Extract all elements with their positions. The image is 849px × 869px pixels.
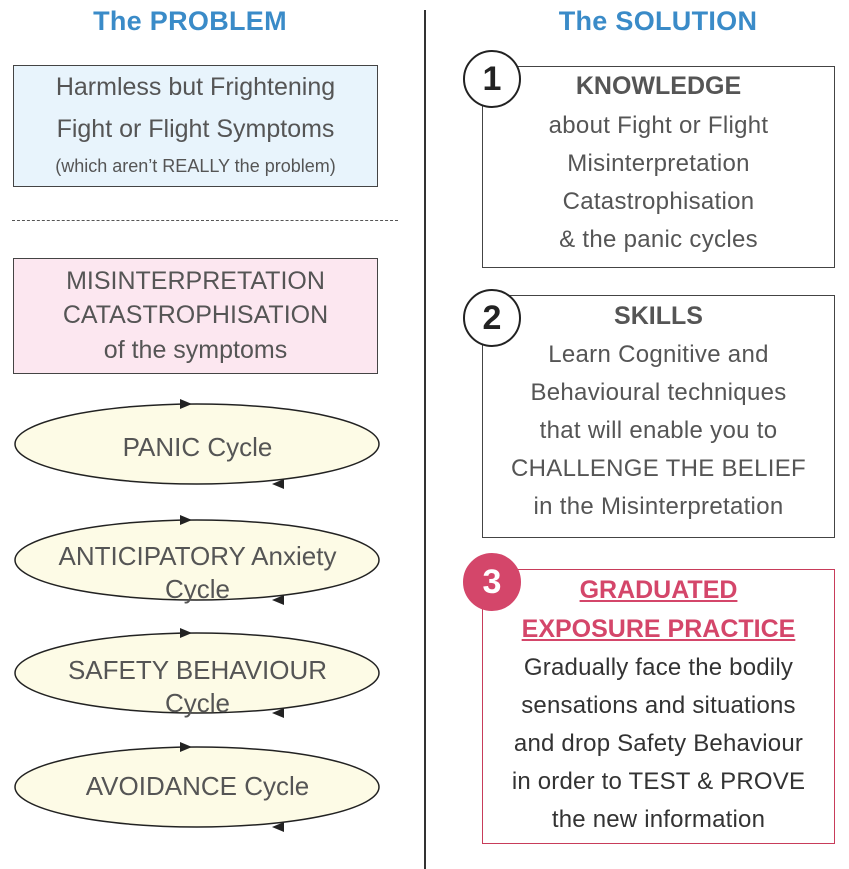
skills-box <box>482 295 835 538</box>
exposure-line-2: sensations and situations <box>521 692 796 719</box>
exposure-line-5: the new information <box>551 806 766 833</box>
exposure-line-4: in order to TEST & PROVE <box>511 768 806 795</box>
exposure-title-1: GRADUATED <box>579 576 738 604</box>
knowledge-line-4: & the panic cycles <box>559 226 758 253</box>
skills-line-5: in the Misinterpretation <box>533 493 784 520</box>
exposure-line-3: and drop Safety Behaviour <box>513 730 804 757</box>
panic-cycle-label: PANIC Cycle <box>122 432 273 462</box>
symptoms-line-2: Fight or Flight Symptoms <box>56 115 335 143</box>
safety-cycle-label-2: Cycle <box>164 688 230 718</box>
exposure-line-1: Gradually face the bodily <box>523 654 794 681</box>
knowledge-title: KNOWLEDGE <box>575 72 742 100</box>
knowledge-line-1: about Fight or Flight <box>548 112 769 139</box>
step-3-badge: 3 <box>463 553 521 611</box>
exposure-box <box>482 569 835 844</box>
skills-line-4: CHALLENGE THE BELIEF <box>511 455 806 482</box>
solution-heading: The SOLUTION <box>558 6 758 36</box>
safety-cycle-label-1: SAFETY BEHAVIOUR <box>67 655 328 685</box>
skills-line-3: that will enable you to <box>539 417 778 444</box>
avoidance-cycle-label: AVOIDANCE Cycle <box>85 771 310 801</box>
misinterp-line-2: CATASTROPHISATION <box>62 301 329 329</box>
anticipatory-cycle-label-1: ANTICIPATORY Anxiety <box>58 541 337 571</box>
exposure-title-2: EXPOSURE PRACTICE <box>521 615 796 643</box>
skills-title: SKILLS <box>614 302 703 330</box>
anticipatory-cycle-label-2: Cycle <box>164 574 230 604</box>
knowledge-line-3: Catastrophisation <box>562 188 755 215</box>
step-1-badge: 1 <box>463 50 521 108</box>
misinterp-line-3: of the symptoms <box>103 336 288 364</box>
problem-heading: The PROBLEM <box>93 6 287 36</box>
skills-line-2: Behavioural techniques <box>530 379 787 406</box>
knowledge-line-2: Misinterpretation <box>567 150 750 177</box>
knowledge-box <box>482 66 835 268</box>
symptoms-line-3: (which aren’t REALLY the problem) <box>55 156 336 176</box>
symptoms-line-1: Harmless but Frightening <box>55 73 336 101</box>
skills-line-1: Learn Cognitive and <box>548 341 769 368</box>
misinterp-line-1: MISINTERPRETATION <box>66 267 325 295</box>
step-2-badge: 2 <box>463 289 521 347</box>
